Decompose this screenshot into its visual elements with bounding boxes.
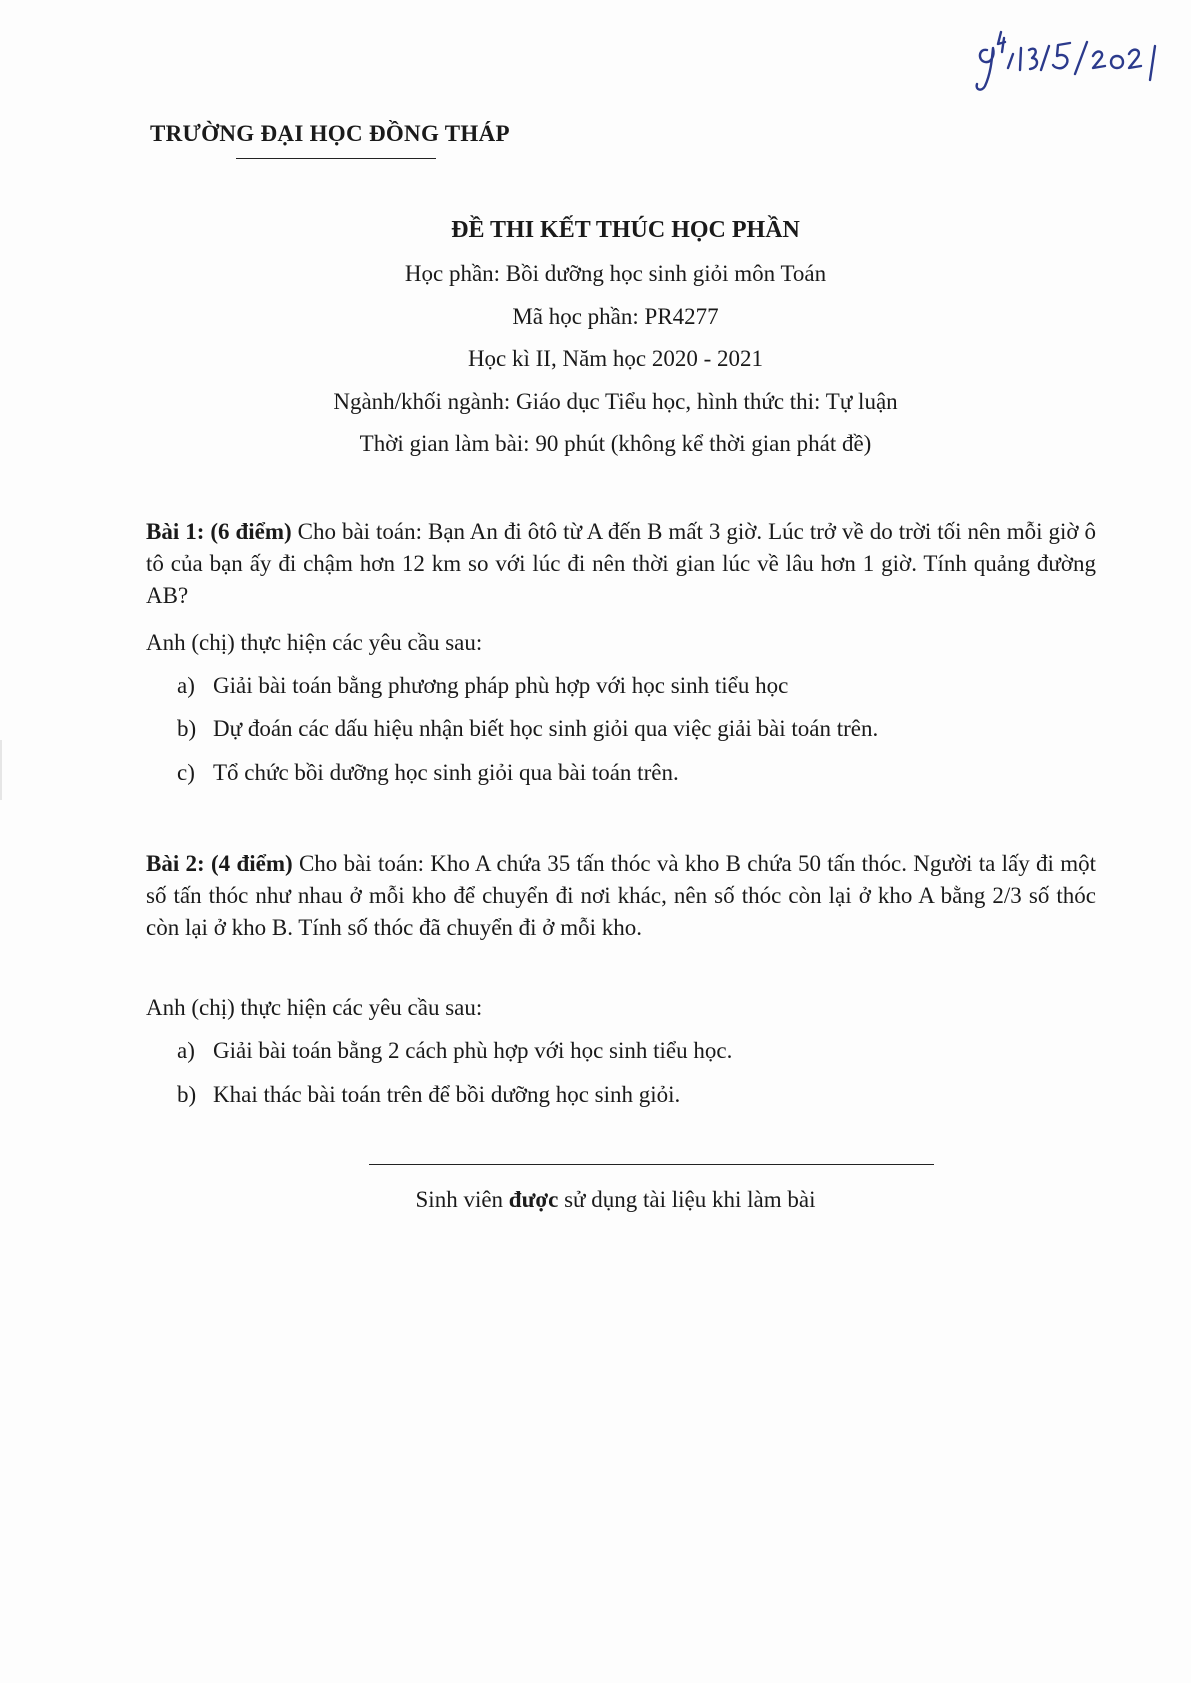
footer-note xyxy=(0,1187,1191,1213)
footer-note-before: Sinh viên xyxy=(415,1187,509,1212)
problem-2-item-b xyxy=(177,1082,680,1108)
footer-divider xyxy=(369,1164,934,1165)
handwritten-date-signature xyxy=(975,18,1175,98)
exam-title: ĐỀ THI KẾT THÚC HỌC PHẦN xyxy=(451,217,800,243)
term-year: Học kì II, Năm học 2020 - 2021 xyxy=(467,346,764,371)
item-text: Dự đoán các dấu hiệu nhận biết học sinh giỏi qua việc giải bài toán trên. xyxy=(213,716,879,741)
problem-2-item-a xyxy=(177,1038,732,1064)
item-text: Khai thác bài toán trên để bồi dưỡng học sinh giỏi. xyxy=(213,1082,681,1107)
item-text: Giải bài toán bằng phương pháp phù hợp với học sinh tiểu học xyxy=(213,673,789,698)
problem-1-instruction: Anh (chị) thực hiện các yêu cầu sau: xyxy=(146,630,483,655)
problem-1-text: Cho bài toán: Bạn An đi ôtô từ A đến B mất 3 giờ. Lúc trở về do trời tối nên mỗi giờ ô tô của bạn ấy đi chậm hơn 12 km so với lúc đi nên thời gian lúc về lâu hơn 1 giờ. Tính quảng đường AB? xyxy=(146,519,1096,608)
footer-note-after: sử dụng tài liệu khi làm bài xyxy=(558,1187,816,1212)
course-code: Mã học phần: PR4277 xyxy=(512,303,719,329)
problem-2-statement xyxy=(146,848,1096,944)
problem-2-instruction: Anh (chị) thực hiện các yêu cầu sau: xyxy=(146,995,483,1020)
footer-note-emphasis: được xyxy=(508,1187,559,1212)
scan-edge-mark xyxy=(0,740,2,800)
item-marker: c) xyxy=(177,760,195,785)
problem-1-item-c xyxy=(177,760,679,786)
problem-2-label: Bài 2: (4 điểm) xyxy=(146,851,293,876)
item-marker: a) xyxy=(177,1038,195,1063)
exam-duration: Thời gian làm bài: 90 phút (không kể thời gian phát đề) xyxy=(359,431,872,456)
major-format: Ngành/khối ngành: Giáo dục Tiểu học, hình thức thi: Tự luận xyxy=(333,388,898,414)
item-marker: b) xyxy=(177,1082,197,1107)
problem-2-text: Cho bài toán: Kho A chứa 35 tấn thóc và kho B chứa 50 tấn thóc. Người ta lấy đi một số tấn thóc như nhau ở mỗi kho để chuyển đi nơi khác, nên số thóc còn lại ở kho A bằng 2/3 số thóc còn lại ở kho B. Tính số thóc đã chuyển đi ở mỗi kho. xyxy=(146,851,1096,940)
problem-1-item-b xyxy=(177,716,878,742)
course-name: Học phần: Bồi dưỡng học sinh giỏi môn Toán xyxy=(404,261,827,286)
problem-1-item-a xyxy=(177,673,788,699)
problem-1-statement xyxy=(146,516,1096,612)
school-name: TRƯỜNG ĐẠI HỌC ĐỒNG THÁP xyxy=(150,121,510,146)
problem-1-label: Bài 1: (6 điểm) xyxy=(146,519,292,544)
item-marker: b) xyxy=(177,716,197,741)
exam-header xyxy=(0,207,1191,466)
item-marker: a) xyxy=(177,673,195,698)
school-name-underline xyxy=(236,158,436,159)
item-text: Tổ chức bồi dưỡng học sinh giỏi qua bài toán trên. xyxy=(213,760,679,785)
item-text: Giải bài toán bằng 2 cách phù hợp với học sinh tiểu học. xyxy=(213,1038,733,1063)
